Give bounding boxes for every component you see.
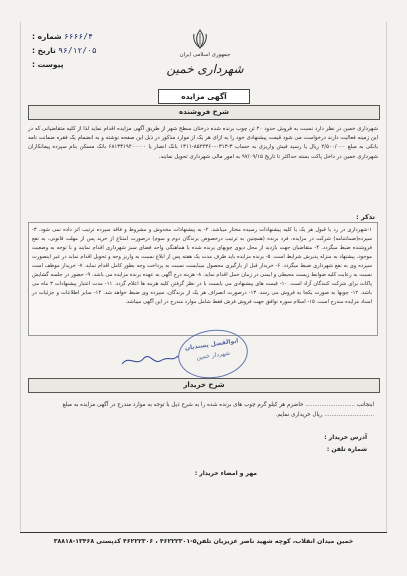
country-line: جمهوری اسلامی ایران — [179, 52, 231, 58]
buyer-address-label: آدرس خریدار : — [324, 434, 367, 441]
letter-number-value: ۶۶۶۶/۴ — [63, 32, 93, 41]
buyer-signature-label: مهر و امضاء خریدار : — [194, 470, 257, 477]
attachment-label: پیوست : — [32, 60, 64, 69]
letter-number-row — [32, 32, 93, 41]
footer-address: خمین میدان انقلاب، کوچه شهید ناصر عزیزیان تلفن۵-۴۶۲۲۲۳۰۱ ، ۴۶۲۲۲۳۰۶ کدپستی ۱۳۴۶۸-۳۸۸۱۸ — [53, 538, 354, 545]
conditions-text: ۱-شهرداری در رد یا قبول هر یک یا کلیه پیشنهادات رسیده مختار میباشد. ۲- به پیشنهادات مخدوش و مشروط و فاقد سپرده ترتیب اثر داده نمی شود. ۳- سپرده(ضمانتنامه) شرکت در مزایده، فرد برنده (همچنین به ترتیب درخصوص برندگان دوم و سوم) درصورت امتناع از خرید پس از مهلت قانونی، به نفع فروشنده ضبط میگردد. ۴- متقاضیان جهت بازدید از محل دپوی چوبهای برنده شده با هماهنگی واحد فضای سبز شهرداری اقدام نمایند و با توجه به وضعیت موجود، پیشنهاد به منزله پذیرش شرایط است. ۵- برنده مزایده باید ظرف مدت یک هفته پس از ابلاغ نسبت به واریز وجه و تحویل اقدام نماید در غیر اینصورت سپرده وی به نفع شهرداری ضبط میگردد. ۶- خریدار قبل از بارگیری محصول میبایست نسبت به پرداخت وجه بطور کامل اقدام نماید. ۷- خریدار موظف است نسبت به رعایت کلیه ضوابط زیست محیطی و ایمنی در زمان حمل اقدام نماید. ۸- هزینه درج آگهی به عهده برنده مزایده می باشد. ۹- حضور در جلسه گشایش پاکات برای شرکت کنندگان آزاد است. ۱۰- قیمت های پیشنهادی می بایست با در نظر گرفتن کلیه هزینه ها اعلام گردد. ۱۱- مدت اعتبار پیشنهادات ۳ ماه می باشد. ۱۲- چوبها به صورت یکجا به فروش می رسد. ۱۳- درصورت انصراف هر یک از برندگان، سپرده وی ضبط خواهد شد. ۱۴- سایر اطلاعات و جزئیات در اسناد مزایده مندرج است. ۱۵- اسلام سوره توافق جهت فروش فرش فقط شامل موارد مندرج در این آگهی میباشد. — [32, 227, 372, 305]
right-margin-line — [386, 22, 387, 532]
intro-paragraph — [28, 125, 378, 162]
intro-paragraph-text: شهرداری خمین در نظر دارد نسبت به فروش حدود ۲۰ تن چوب برنده شده درختان سطح شهر از طریق آگهی مزایده اقدام نماید لذا از کلیه متقاضیانی که در این زمینه فعالیت دارند درخواست می شود قیمت پیشنهادی خود را به ازای هر یک از موارد مذکور در ذیل این صفحه نوشته و به انضمام یک فقره ضمانت نامه بانکی به مبلغ ۲/۵۰۰/۰۰۰ ریال یا رسید فیش واریزی به حساب ۳-۰۳۱۳-۸۵۲۴۳۶۰-۱۳۱۱ بانک انصار یا ۶۸۱۳۳۱۹۴۰۰۰۰۰ بانک مسکن بنام سپرده پیمانکاران شهرداری خمین در داخل پاکت بسته حداکثر تا تاریخ ۹۷/۰۹/۱۵ به امور مالی شهرداری تحویل نمایند. — [28, 126, 379, 160]
iran-emblem-icon — [189, 28, 211, 50]
stamp-title: شهردار خمین — [195, 349, 231, 362]
buyer-offer-line-1: اینجانب ............................ حاضرم هر کیلو گرم چوب های برنده شده را به شرح ذیل با توجه به موارد مندرج در آگهی مزایده به مبلغ — [62, 402, 374, 408]
letter-number-label: شماره : — [32, 32, 62, 41]
stamp-name: ابوالفضل پسندیان — [184, 337, 239, 352]
conditions-title: تذکر : — [356, 213, 375, 221]
buyer-offer-line-2: ............................ ریال خریداری نمایم. — [275, 412, 374, 418]
letter-date-row — [32, 46, 97, 55]
buyer-offer-text — [34, 400, 374, 420]
document-title: آگهی مزایده — [158, 89, 250, 104]
municipality-name: شهرداری خمین — [166, 62, 244, 76]
seller-section-header: شرح فروشنده — [28, 105, 380, 120]
signature-scribble-icon — [120, 350, 180, 370]
buyer-section-header: شرح خریدار — [28, 378, 380, 393]
letter-date-value: ۹۶/۱۲/۰۵ — [58, 46, 97, 55]
attachment-row — [32, 60, 64, 69]
letter-date-label: تاریخ : — [32, 46, 56, 55]
footer-divider — [20, 532, 387, 533]
buyer-phone-label: شماره تلفن : — [326, 446, 367, 453]
left-margin-line — [20, 22, 21, 532]
